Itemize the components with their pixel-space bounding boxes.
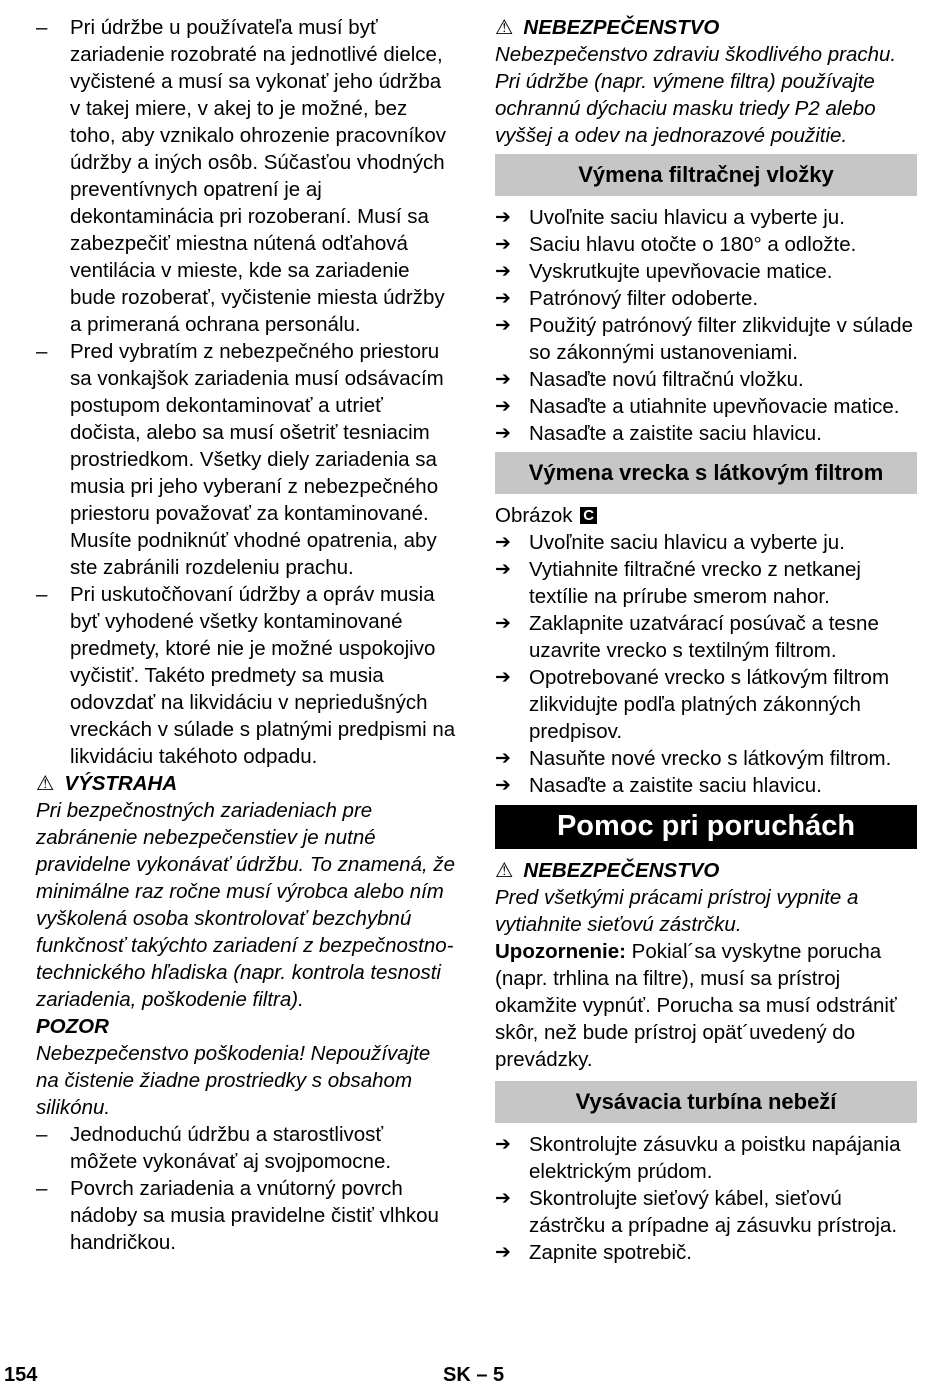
step-item: ➔ Vytiahnite filtračné vrecko z netkanej textílie na prírube smerom nahor.	[495, 558, 861, 608]
danger-title: NEBEZPEČENSTVO	[523, 16, 720, 39]
step-item: ➔ Skontrolujte zásuvku a poistku napájania elektrickým prúdom.	[495, 1133, 901, 1183]
page-number: 154	[4, 1364, 38, 1384]
warning-title: VÝSTRAHA	[64, 772, 178, 795]
list-item	[36, 338, 456, 581]
step-item: ➔ Uvoľnite saciu hlavicu a vyberte ju.	[495, 531, 845, 554]
step-item: ➔ Vyskrutkujte upevňovacie matice.	[495, 260, 833, 283]
caution-heading: POZOR	[36, 1015, 109, 1038]
figure-reference	[495, 502, 917, 529]
list-item-text: Jednoduchú údržbu a starostlivosť môžete vykonávať aj svojpomocne.	[70, 1123, 392, 1173]
figure-badge: C	[580, 507, 597, 524]
list-item-text: Pred vybratím z nebezpečného priestoru sa vonkajšok zariadenia musí odsávacím postupom dekontaminovať a utrieť dočista, alebo sa musí ošetriť tesniacim prostriedkom. Všetky diely zariadenia sa musia pri jeho vyberaní z nebezpečného priestoru považovať za kontaminované. Musíte podniknúť vhodné opatrenia, aby ste zabránili rozdeleniu prachu.	[70, 340, 444, 579]
arrow-icon: ➔	[495, 260, 511, 282]
arrow-icon: ➔	[495, 612, 511, 634]
warning-triangle-icon: ⚠	[36, 771, 55, 795]
step-item: ➔ Nasaďte a zaistite saciu hlavicu.	[495, 422, 822, 445]
arrow-icon: ➔	[495, 1133, 511, 1155]
left-column	[36, 14, 456, 1256]
step-item: ➔ Použitý patrónový filter zlikvidujte v súlade so zákonnými ustanoveniami.	[495, 314, 913, 364]
list-item-text: Pri údržbe u používateľa musí byť zariadenie rozobraté na jednotlivé dielce, vyčistené a musí sa vykonať jeho údržba v takej miere, v akej to je možné, bez toho, aby vznikalo ohrozenie pracovníkov údržby a iných osôb. Súčasťou vhodných preventívnych opatrení je aj dekontaminácia pri rozoberaní. Musí sa zabezpečiť miestna nútená odťahová ventilácia v mieste, kde sa zariadenie bude rozoberať, vyčistenie miesta údržby a primeraná ochrana personálu.	[70, 16, 447, 336]
step-item: ➔ Nasaďte novú filtračnú vložku.	[495, 368, 804, 391]
right-column	[495, 14, 917, 1266]
step-item: ➔ Nasuňte nové vrecko s látkovým filtrom.	[495, 747, 892, 770]
list-item	[36, 1175, 456, 1256]
step-item: ➔ Saciu hlavu otočte o 180° a odložte.	[495, 233, 857, 256]
arrow-icon: ➔	[495, 1241, 511, 1263]
step-item: ➔ Nasaďte a zaistite saciu hlavicu.	[495, 774, 822, 797]
figure-label: Obrázok	[495, 504, 573, 527]
danger-heading	[495, 14, 917, 41]
arrow-icon: ➔	[495, 558, 511, 580]
danger-heading	[495, 857, 917, 884]
arrow-icon: ➔	[495, 395, 511, 417]
arrow-icon: ➔	[495, 368, 511, 390]
section-label: SK – 5	[443, 1364, 505, 1384]
filter-bag-steps	[495, 529, 917, 799]
note-text: Pokial´sa vyskytne porucha (napr. trhlina na filtre), musí sa prístroj okamžite vypnúť. Porucha sa musí odstrániť skôr, než bude prístroj opät´uvedený do prevádzky.	[495, 940, 897, 1071]
list-item	[36, 14, 456, 338]
step-item: ➔ Skontrolujte sieťový kábel, sieťovú zástrčku a prípadne aj zásuvku prístroja.	[495, 1187, 898, 1237]
step-item: ➔ Nasaďte a utiahnite upevňovacie matice.	[495, 395, 900, 418]
arrow-icon: ➔	[495, 314, 511, 336]
danger-title: NEBEZPEČENSTVO	[523, 859, 720, 882]
turbine-steps	[495, 1131, 917, 1266]
note-paragraph	[495, 938, 917, 1073]
warning-triangle-icon: ⚠	[495, 15, 514, 39]
step-item: ➔ Patrónový filter odoberte.	[495, 287, 759, 310]
arrow-icon: ➔	[495, 1187, 511, 1209]
arrow-icon: ➔	[495, 206, 511, 228]
section-heading-filter-cartridge: Výmena filtračnej vložky	[495, 154, 917, 196]
danger-text: Pred všetkými prácami prístroj vypnite a vytiahnite sieťovú zástrčku.	[495, 886, 859, 936]
list-item	[36, 581, 456, 770]
arrow-icon: ➔	[495, 531, 511, 553]
warning-heading	[36, 770, 456, 797]
danger-text: Nebezpečenstvo zdraviu škodlivého prachu. Pri údržbe (napr. výmene filtra) používajte ochrannú dýchaciu masku triedy P2 alebo vyššej a odev na jednorazové použitie.	[495, 43, 897, 147]
arrow-icon: ➔	[495, 233, 511, 255]
step-item: ➔ Zaklapnite uzatvárací posúvač a tesne uzavrite vrecko s textilným filtrom.	[495, 612, 879, 662]
list-item-text: Povrch zariadenia a vnútorný povrch nádoby sa musia pravidelne čistiť vlhkou handričkou.	[70, 1177, 439, 1254]
step-item: ➔ Uvoľnite saciu hlavicu a vyberte ju.	[495, 206, 845, 229]
arrow-icon: ➔	[495, 287, 511, 309]
arrow-icon: ➔	[495, 747, 511, 769]
caution-text: Nebezpečenstvo poškodenia! Nepoužívajte na čistenie žiadne prostriedky s obsahom silikónu.	[36, 1042, 431, 1119]
section-heading-filter-bag: Výmena vrecka s látkovým filtrom	[495, 452, 917, 494]
arrow-icon: ➔	[495, 422, 511, 444]
main-heading-troubleshooting: Pomoc pri poruchách	[495, 805, 917, 849]
step-item: ➔ Zapnite spotrebič.	[495, 1241, 692, 1264]
filter-cartridge-steps	[495, 204, 917, 447]
list-item-text: Pri uskutočňovaní údržby a opráv musia byť vyhodené všetky kontaminované predmety, ktoré nie je možné uspokojivo vyčistiť. Takéto predmety sa musia odovzdať na likvidáciu v nepriedušných vreckách v súlade s platnými predpismi na likvidáciu takéhoto odpadu.	[70, 583, 456, 768]
arrow-icon: ➔	[495, 666, 511, 688]
step-item: ➔ Opotrebované vrecko s látkovým filtrom zlikvidujte podľa platných zákonných predpisov.	[495, 666, 890, 743]
warning-triangle-icon: ⚠	[495, 858, 514, 882]
note-label: Upozornenie:	[495, 940, 626, 963]
arrow-icon: ➔	[495, 774, 511, 796]
list-item	[36, 1121, 456, 1175]
warning-text: Pri bezpečnostných zariadeniach pre zabránenie nebezpečenstiev je nutné pravidelne vykonávať údržbu. To znamená, že minimálne raz ročne musí výrobca alebo ním vyškolená osoba skontrolovať bezchybnú funkčnosť takýchto zariadení z bezpečnostno-technického hľadiska (napr. kontrola tesnosti zariadenia, poškodenie filtra).	[36, 799, 456, 1011]
section-heading-turbine: Vysávacia turbína nebeží	[495, 1081, 917, 1123]
